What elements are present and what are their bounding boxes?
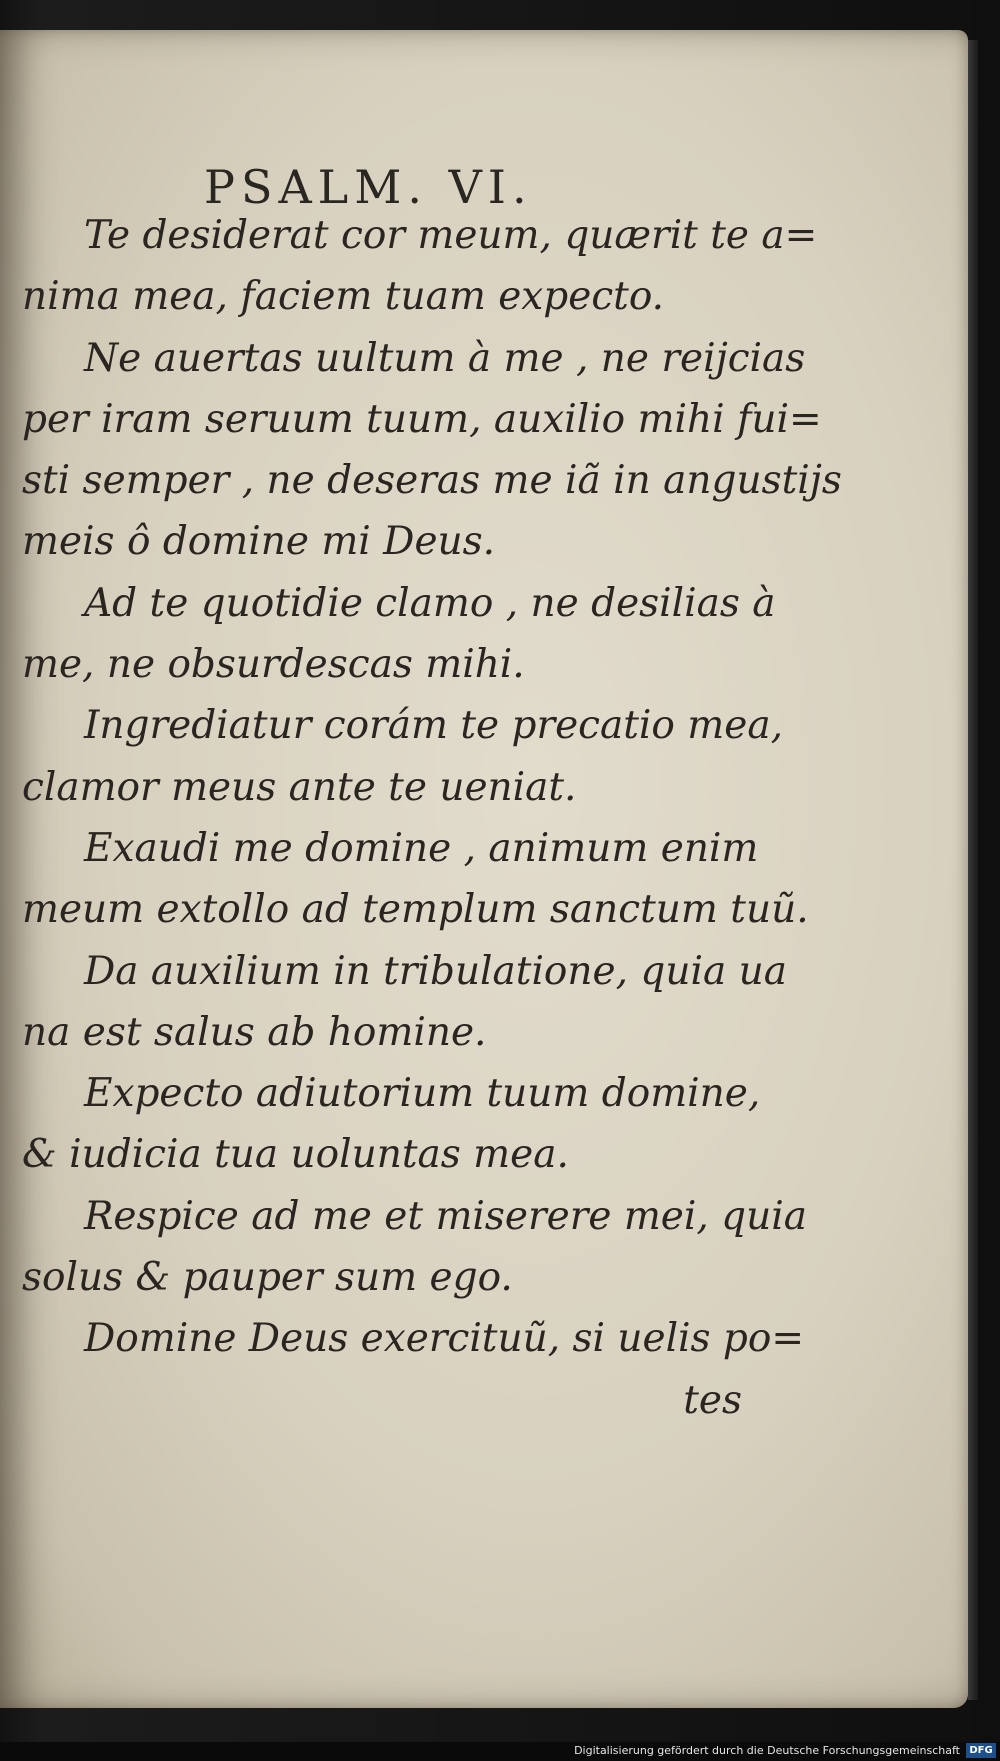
text-line: solus & pauper sum ego.: [22, 1255, 513, 1301]
page-header: PSALM. VI.: [204, 160, 533, 214]
text-line: Ad te quotidie clamo , ne desilias à: [84, 580, 776, 626]
text-line: clamor meus ante te ueniat.: [22, 764, 577, 810]
digitization-credit: Digitalisierung gefördert durch die Deutsche Forschungsgemeinschaft: [574, 1744, 960, 1757]
text-line: na est salus ab homine.: [22, 1009, 487, 1055]
dfg-logo: DFG: [966, 1743, 996, 1758]
text-line: meum extollo ad templum sanctum tuũ.: [22, 887, 809, 933]
text-line: Domine Deus exercituũ, si uelis po=: [84, 1316, 805, 1362]
catchword: tes: [683, 1377, 742, 1423]
text-line: per iram seruum tuum, auxilio mihi fui=: [22, 396, 822, 442]
text-line: me, ne obsurdescas mihi.: [22, 642, 525, 688]
text-line: Expecto adiutorium tuum domine,: [84, 1071, 761, 1117]
text-line: Ingrediatur corám te precatio mea,: [84, 703, 783, 749]
text-line: Exaudi me domine , animum enim: [84, 825, 759, 871]
text-line: Ne auertas uultum à me , ne reijcias: [84, 335, 806, 381]
page-edge: [968, 40, 978, 1700]
psalm-text: [22, 205, 842, 1431]
text-line: & iudicia tua uoluntas mea.: [22, 1132, 569, 1178]
text-line: Te desiderat cor meum, quærit te a=: [84, 213, 818, 258]
text-line: meis ô domine mi Deus.: [22, 519, 496, 565]
text-line: sti semper , ne deseras me iã in angustijs: [22, 458, 842, 504]
text-line: Respice ad me et miserere mei, quia: [84, 1193, 807, 1239]
text-line: Da auxilium in tribulatione, quia ua: [84, 948, 787, 994]
text-line: nima mea, faciem tuam expecto.: [22, 274, 665, 320]
